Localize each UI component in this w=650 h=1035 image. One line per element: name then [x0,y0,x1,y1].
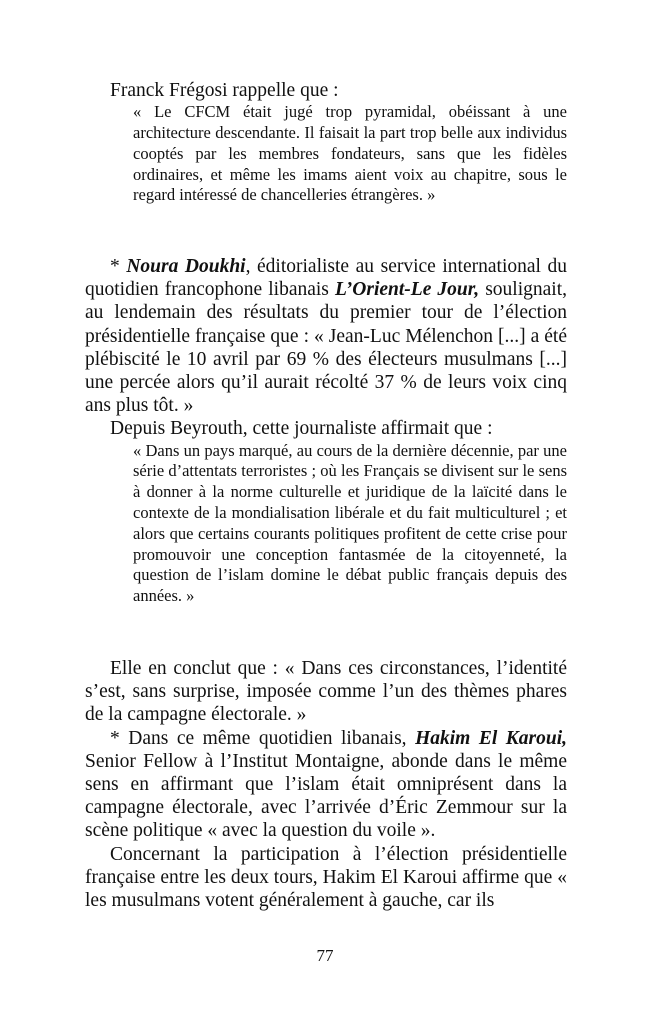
paragraph-karoui [85,727,567,843]
paragraph-participation: Concernant la participation à l’élection présidentielle française entre les deux tours, Hakim El Karoui affirme que « les musulmans votent généralement à gauche, car ils [85,843,567,912]
block-frégosi [85,79,567,206]
author-name-doukhi: Noura Doukhi [126,256,246,277]
paragraph-fregosi-intro: Franck Frégosi rappelle que : [110,80,339,101]
paragraph-conclusion: Elle en conclut que : « Dans ces circonstances, l’identité s’est, sans surprise, imposée comme l’un des thèmes phares de la campagne électorale. » [85,658,567,726]
quote-laicite: « Dans un pays marqué, au cours de la dernière décennie, par une série d’attentats terroristes ; où les Français se divisent sur le sens à donner à la norme culturelle et juridique de la laïcité dans le contexte de la mondialisation libérale et du fait multiculturel ; et alors que certains courants politiques profitent de cette crise pour promouvoir une conception fantasmée de la citoyenneté, la question de l’islam domine le débat public français depuis des années. » [133,440,567,606]
paragraph-doukhi-rest: soulignait, au lendemain des résultats du premier tour de l’élection présidentielle française que : « Jean-Luc Mélenchon [...] a été plébiscité le 10 avril par 69 % des électeurs musulmans [...] une percée alors qu’il aurait récolté 37 % de leurs voix cinq ans plus tôt. » [85,279,568,417]
block-conclusion [85,657,567,912]
quote-cfcm: « Le CFCM était jugé trop pyramidal, obéissant à une architecture descendante. Il faisait la part trop belle aux individus cooptés par les membres fondateurs, sans que les fidèles ordinaires, et même les imams aient voix au chapitre, sous le regard intéressé de chancelleries étrangères. » [133,102,567,205]
bullet-star: * [110,256,127,277]
page-number: 77 [316,946,334,965]
paragraph-doukhi-middle: , éditorialiste au service international du quotidien francophone libanais [85,256,567,301]
paragraph-doukhi [85,255,567,417]
paragraph-beyrouth: Depuis Beyrouth, cette journaliste affirmait que : [110,418,493,440]
block-doukhi [85,255,567,607]
paragraph-karoui-intro: * Dans ce même quotidien libanais, [110,727,416,749]
paragraph-karoui-rest: Senior Fellow à l’Institut Montaigne, abonde dans le même sens en affirmant que l’islam était omniprésent dans la campagne électorale, avec l’arrivée d’Éric Zemmour sur la scène politique « avec la question du voile ». [85,750,567,842]
newspaper-name: L’Orient-Le Jour, [334,279,480,301]
author-name-karoui: Hakim El Karoui, [415,727,567,749]
